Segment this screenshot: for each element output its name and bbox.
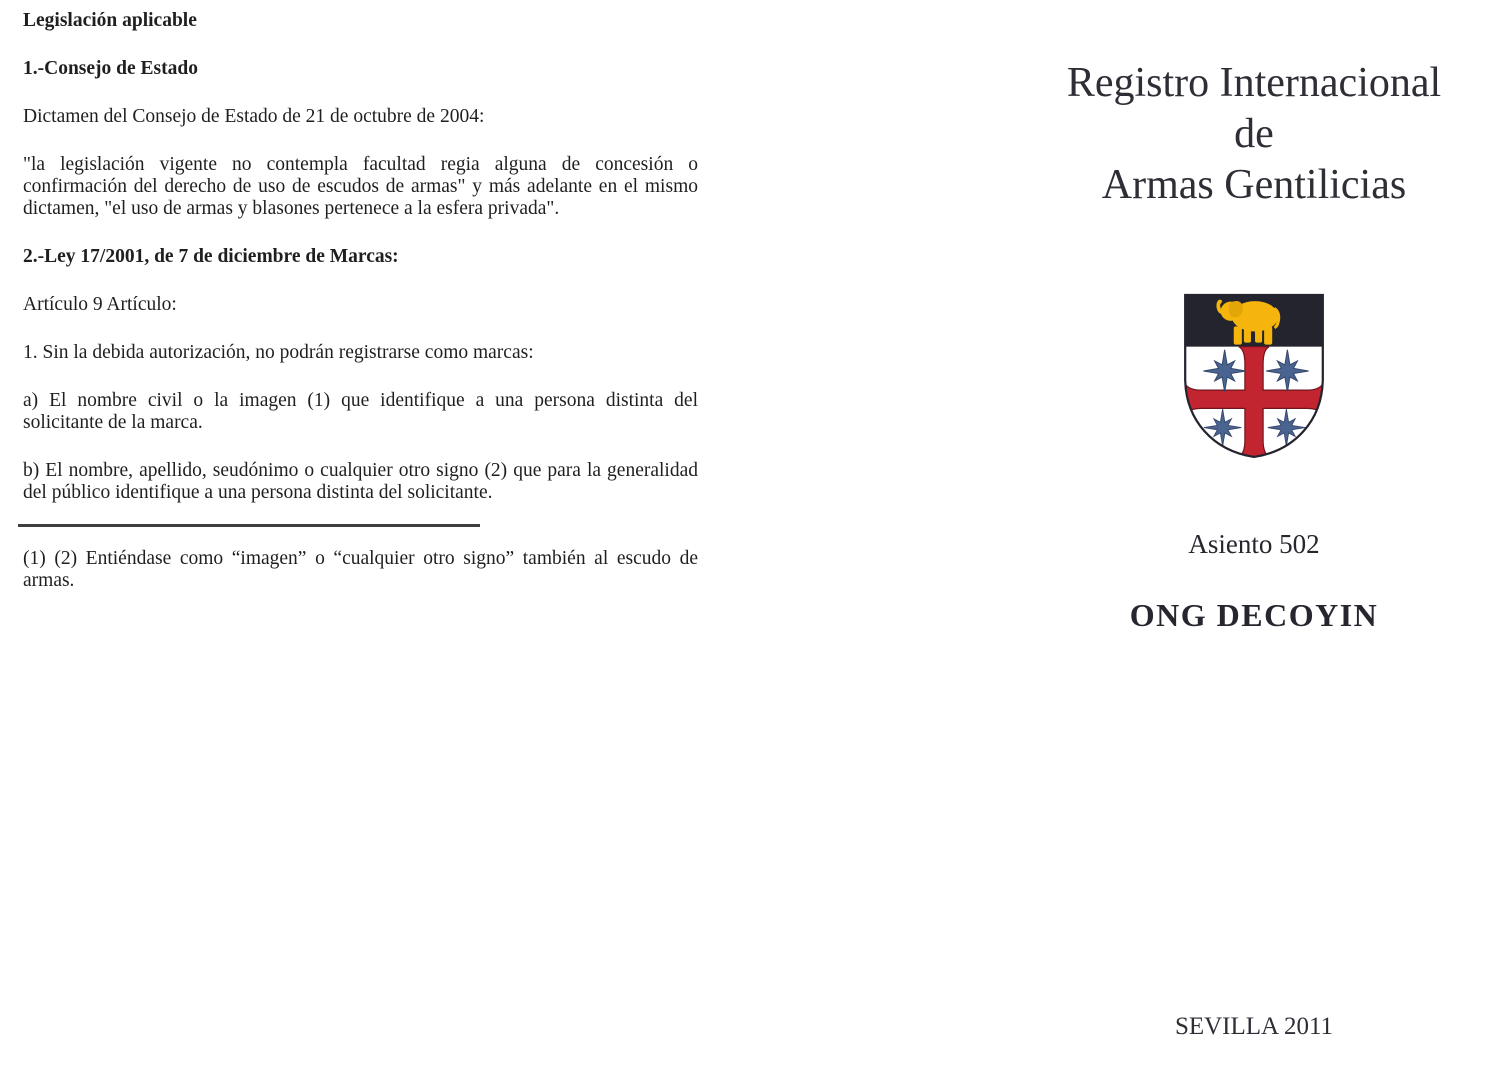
entry-name: ONG DECOYIN xyxy=(1129,597,1379,633)
clause-b: b) El nombre, apellido, seudónimo o cualquier otro signo (2) que para la generalidad del público identifique a una persona distinta del solicitante. xyxy=(23,460,698,503)
section-heading: Legislación aplicable xyxy=(23,10,197,31)
registry-title xyxy=(1004,58,1504,211)
clause-intro: 1. Sin la debida autorización, no podrán registrarse como marcas: xyxy=(23,342,534,363)
title-line-1: Registro Internacional xyxy=(1066,60,1442,106)
footnote-divider xyxy=(18,524,480,527)
coat-of-arms-icon xyxy=(1181,291,1327,461)
articulo-line: Artículo 9 Artículo: xyxy=(23,294,177,315)
subsection-2-heading: 2.-Ley 17/2001, de 7 de diciembre de Marcas: xyxy=(23,246,399,267)
imprint: SEVILLA 2011 xyxy=(1174,1013,1334,1040)
footnote: (1) (2) Entiéndase como “imagen” o “cualquier otro signo” también al escudo de armas. xyxy=(23,548,698,591)
cover-page xyxy=(1004,0,1504,1080)
subsection-1-heading: 1.-Consejo de Estado xyxy=(23,58,198,79)
title-line-2: de xyxy=(1234,111,1274,157)
clause-a: a) El nombre civil o la imagen (1) que identifique a una persona distinta del solicitante de la marca. xyxy=(23,390,698,433)
dictamen-line: Dictamen del Consejo de Estado de 21 de octubre de 2004: xyxy=(23,106,485,127)
dictamen-quote: "la legislación vigente no contempla facultad regia alguna de concesión o confirmación del derecho de uso de escudos de armas" y más adelante en el mismo dictamen, "el uso de armas y blasones pertenece a la esfera privada". xyxy=(23,154,698,219)
title-line-3: Armas Gentilicias xyxy=(1101,162,1407,208)
legislation-page xyxy=(23,10,698,618)
entry-number: Asiento 502 xyxy=(1188,529,1320,559)
